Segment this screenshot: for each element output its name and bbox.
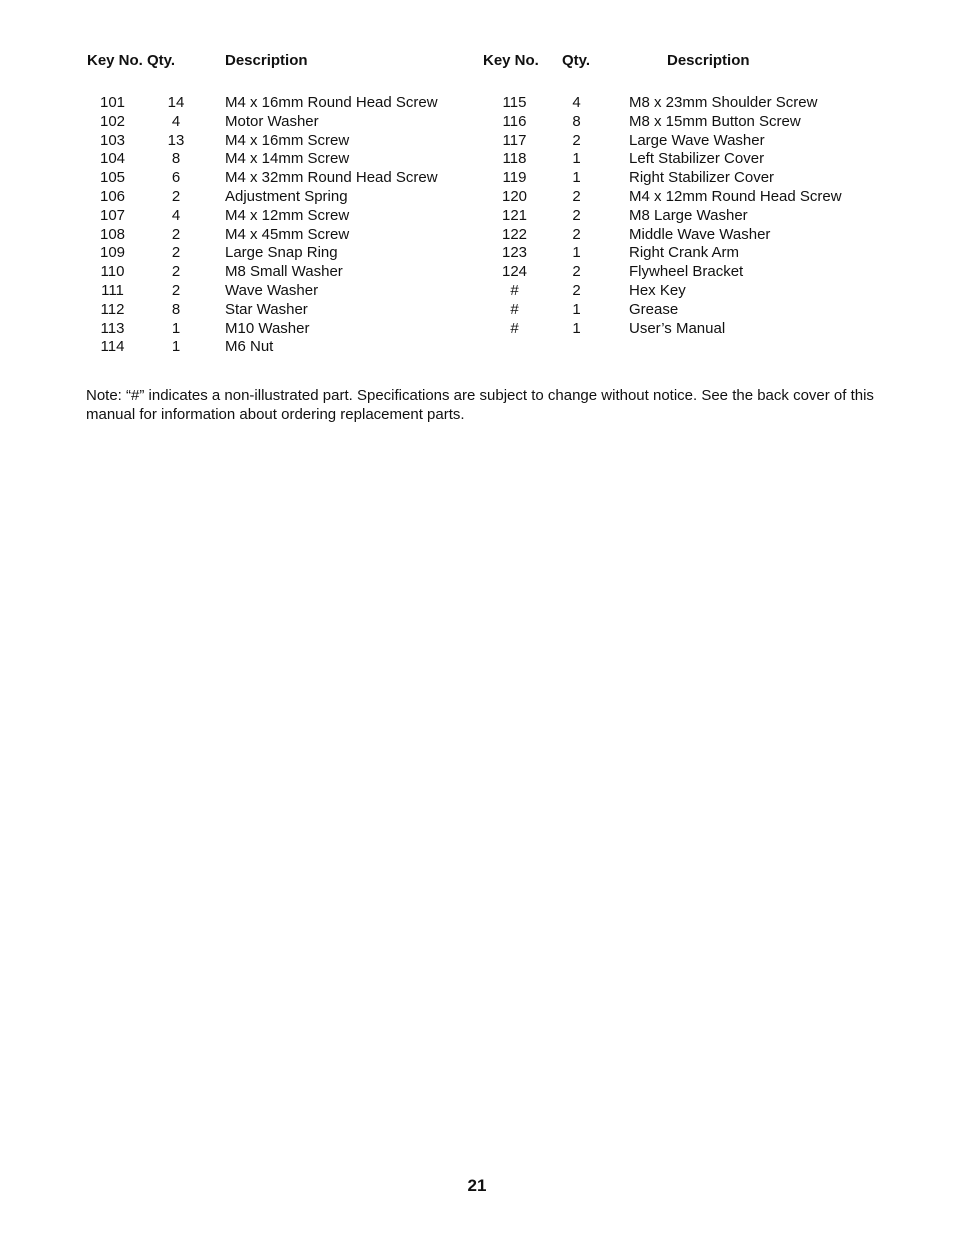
qty-cell: 2 [572, 225, 581, 243]
key-no-cell: 122 [501, 225, 528, 243]
table-header-row [478, 52, 898, 72]
page-number: 21 [467, 1176, 487, 1195]
qty-cell: 1 [572, 300, 581, 318]
qty-cell: 2 [171, 281, 181, 299]
parts-rows-left [82, 72, 482, 357]
key-no-cell: 120 [501, 187, 528, 205]
key-no-cell: 112 [100, 300, 125, 318]
key-no-cell: 106 [99, 187, 126, 205]
key-no-cell: 116 [502, 112, 527, 130]
description-cell: Grease [629, 300, 679, 318]
table-row [82, 338, 482, 357]
key-no-cell: # [510, 281, 519, 299]
key-no-cell: 101 [99, 94, 126, 111]
key-no-cell: 119 [502, 169, 527, 187]
table-row [82, 113, 482, 132]
table-row [478, 94, 898, 113]
key-no-header: Key No. [87, 52, 143, 69]
table-row [82, 244, 482, 263]
table-row [478, 188, 898, 207]
description-header: Description [225, 52, 308, 69]
description-cell: Hex Key [629, 281, 686, 299]
description-cell: M10 Washer [225, 319, 310, 337]
qty-cell: 1 [572, 150, 581, 168]
description-cell: M4 x 12mm Screw [225, 206, 350, 224]
key-no-cell: 117 [502, 131, 527, 149]
description-cell: Large Wave Washer [629, 131, 765, 149]
description-cell: M8 x 23mm Shoulder Screw [629, 94, 818, 111]
description-cell: M8 x 15mm Button Screw [629, 112, 801, 130]
key-no-cell: 113 [100, 319, 125, 337]
description-cell: Right Crank Arm [629, 244, 740, 262]
key-no-cell: 107 [99, 206, 126, 224]
description-cell: M4 x 32mm Round Head Screw [225, 169, 438, 187]
table-row [82, 320, 482, 339]
qty-cell: 2 [572, 131, 581, 149]
qty-cell: 1 [572, 169, 581, 187]
qty-cell: 8 [572, 112, 581, 130]
table-row [478, 169, 898, 188]
key-no-cell: 115 [502, 94, 527, 111]
qty-cell: 2 [171, 263, 181, 281]
table-row [478, 301, 898, 320]
description-cell: M8 Large Washer [629, 206, 748, 224]
table-row [82, 132, 482, 151]
qty-cell: 13 [167, 131, 185, 149]
qty-cell: 1 [572, 244, 581, 262]
description-cell: M4 x 16mm Screw [225, 131, 350, 149]
description-cell: Middle Wave Washer [629, 225, 771, 243]
qty-cell: 4 [171, 112, 181, 130]
table-row [82, 301, 482, 320]
table-row [478, 244, 898, 263]
description-cell: Left Stabilizer Cover [629, 150, 765, 168]
qty-cell: 2 [171, 225, 181, 243]
description-cell: User’s Manual [629, 319, 726, 337]
table-row [82, 226, 482, 245]
key-no-header: Key No. [483, 52, 539, 69]
key-no-cell: 118 [502, 150, 527, 168]
table-row [478, 150, 898, 169]
qty-cell: 2 [171, 187, 181, 205]
description-cell: Flywheel Bracket [629, 263, 744, 281]
description-cell: M6 Nut [225, 338, 274, 356]
table-row [82, 169, 482, 188]
description-header: Description [667, 52, 750, 69]
key-no-cell: 121 [501, 206, 528, 224]
table-row [82, 207, 482, 226]
qty-cell: 6 [171, 169, 181, 187]
parts-list-right-table [478, 52, 898, 338]
table-row [478, 282, 898, 301]
key-no-cell: 110 [100, 263, 125, 281]
description-cell: Adjustment Spring [225, 187, 348, 205]
qty-cell: 14 [167, 94, 185, 111]
table-row [478, 320, 898, 339]
description-cell: Wave Washer [225, 281, 319, 299]
table-header-row [82, 52, 482, 72]
key-no-cell: 103 [99, 131, 126, 149]
qty-cell: 2 [572, 263, 581, 281]
description-cell: M4 x 12mm Round Head Screw [629, 187, 842, 205]
key-no-cell: 114 [100, 338, 125, 356]
qty-cell: 2 [171, 244, 181, 262]
qty-cell: 2 [572, 206, 581, 224]
parts-note: Note: “#” indicates a non-illustrated part. Specifications are subject to change without notice. See the back cover of this manual for information about ordering replacement parts. [86, 387, 874, 423]
table-row [82, 188, 482, 207]
table-row [82, 94, 482, 113]
key-no-cell: 105 [99, 169, 126, 187]
qty-cell: 1 [171, 338, 181, 356]
table-row [478, 263, 898, 282]
qty-cell: 4 [171, 206, 181, 224]
description-cell: Motor Washer [225, 112, 319, 130]
key-no-cell: 123 [501, 244, 528, 262]
table-row [478, 132, 898, 151]
qty-cell: 8 [171, 150, 181, 168]
description-cell: Star Washer [225, 300, 308, 318]
qty-cell: 1 [572, 319, 581, 337]
description-cell: M4 x 45mm Screw [225, 225, 350, 243]
qty-cell: 8 [171, 300, 181, 318]
description-cell: Right Stabilizer Cover [629, 169, 775, 187]
qty-header: Qty. [147, 52, 176, 69]
table-row [478, 113, 898, 132]
key-no-cell: 104 [99, 150, 126, 168]
description-cell: Large Snap Ring [225, 244, 338, 262]
key-no-cell: 124 [501, 263, 528, 281]
qty-cell: 2 [572, 281, 581, 299]
description-cell: M4 x 16mm Round Head Screw [225, 94, 438, 111]
description-cell: M4 x 14mm Screw [225, 150, 350, 168]
key-no-cell: 111 [101, 281, 124, 299]
qty-cell: 1 [171, 319, 181, 337]
table-row [478, 207, 898, 226]
key-no-cell: # [510, 319, 519, 337]
key-no-cell: 108 [99, 225, 126, 243]
table-row [82, 150, 482, 169]
table-row [478, 226, 898, 245]
key-no-cell: 102 [99, 112, 126, 130]
qty-cell: 2 [572, 187, 581, 205]
key-no-cell: # [510, 300, 519, 318]
parts-list-left-table [82, 52, 482, 357]
key-no-cell: 109 [99, 244, 126, 262]
parts-rows-right [478, 72, 898, 338]
table-row [82, 263, 482, 282]
description-cell: M8 Small Washer [225, 263, 343, 281]
table-row [82, 282, 482, 301]
qty-header: Qty. [562, 52, 591, 69]
qty-cell: 4 [572, 94, 581, 111]
